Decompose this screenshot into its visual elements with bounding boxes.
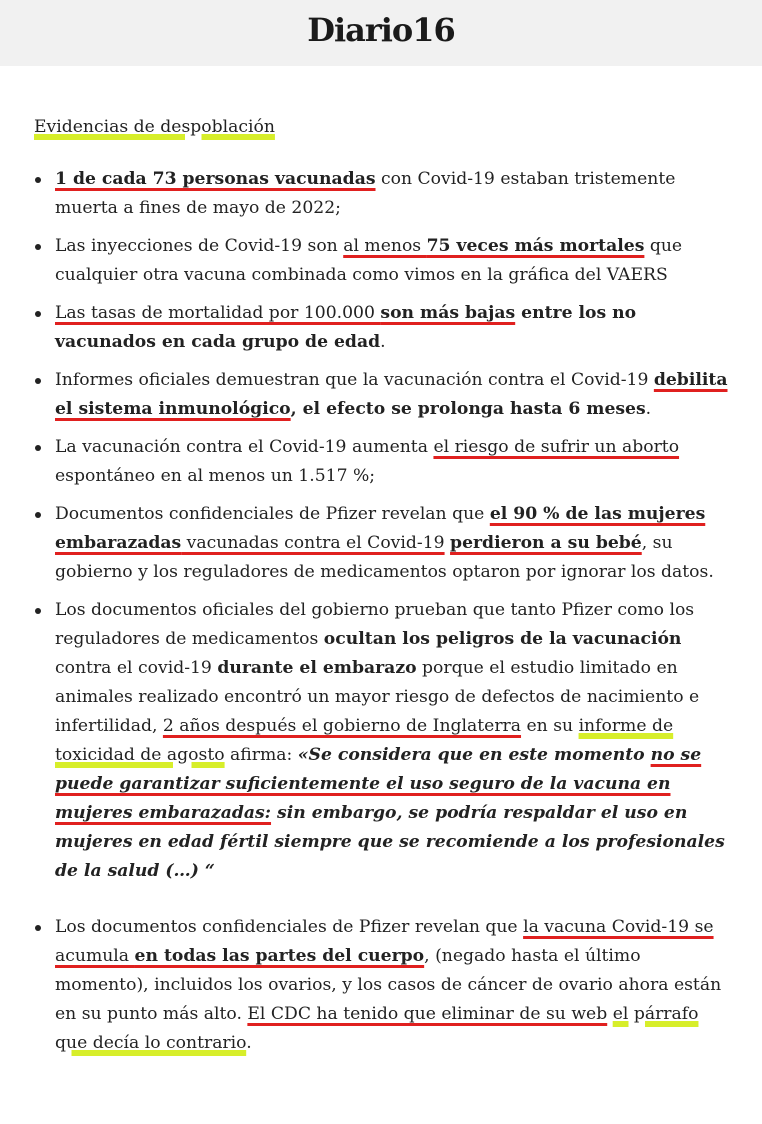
item-text: durante el embarazo xyxy=(217,658,417,678)
item-text: Los documentos oficiales del gobierno prueban que tanto Pfizer como los reguladores de medicamentos xyxy=(55,600,695,649)
list-item xyxy=(34,232,734,290)
underlined-text: son más bajas xyxy=(380,303,516,323)
list-item xyxy=(34,165,734,223)
underlined-text: El CDC ha tenido que eliminar de su web xyxy=(247,1004,608,1024)
item-text: , (negado hasta el último momento), incluidos los ovarios, y los casos de cáncer de ovario ahora están en su punto más alto. xyxy=(55,946,722,1024)
underlined-text: al menos xyxy=(343,236,427,256)
list-item xyxy=(34,913,734,1058)
underlined-text: el riesgo de sufrir un aborto xyxy=(433,437,680,457)
underlined-text: debilita el sistema inmunológico xyxy=(55,370,728,419)
underlined-text: el 90 % de las mujeres embarazadas xyxy=(55,504,706,553)
highlighted-link[interactable]: el párrafo que decía lo contrario xyxy=(55,1004,699,1053)
item-text: porque el estudio limitado en animales realizado encontró un mayor riesgo de defectos de nacimiento e infertilidad, xyxy=(55,658,700,736)
section-title-text: Evidencias de despoblación xyxy=(34,117,275,137)
highlighted-link[interactable]: informe de toxicidad de agosto xyxy=(55,716,674,765)
item-text: espontáneo en al menos un 1.517 %; xyxy=(55,466,376,486)
article-body xyxy=(34,113,734,1067)
list-item xyxy=(34,500,734,587)
item-text: «Se considera que en este momento xyxy=(297,745,651,765)
underlined-text: 2 años después el gobierno de Inglaterra xyxy=(162,716,522,736)
item-text: contra el covid-19 xyxy=(55,658,218,678)
list-item xyxy=(34,366,734,424)
underlined-text: 75 veces más mortales xyxy=(426,236,645,256)
item-text: Las inyecciones de Covid-19 son xyxy=(55,236,344,256)
underlined-text: en todas las partes del cuerpo xyxy=(134,946,425,966)
item-text: Los documentos confidenciales de Pfizer revelan que xyxy=(55,917,524,937)
item-text: La vacunación contra el Covid-19 aumenta xyxy=(55,437,434,457)
item-text: , el efecto se prolonga hasta 6 meses xyxy=(290,399,646,419)
site-header xyxy=(0,0,762,66)
item-text: Informes oficiales demuestran que la vacunación contra el Covid-19 xyxy=(55,370,654,390)
section-title xyxy=(34,113,734,142)
evidence-list xyxy=(34,165,734,1058)
underlined-text: Las tasas de mortalidad por 100.000 xyxy=(55,303,381,323)
list-item xyxy=(34,596,734,886)
list-item xyxy=(34,299,734,357)
underlined-text: la vacuna Covid-19 se acumula xyxy=(55,917,714,966)
item-text: ocultan los peligros de la vacunación xyxy=(323,629,682,649)
item-text: . xyxy=(246,1033,252,1053)
underlined-text: vacunadas contra el Covid-19 xyxy=(181,533,445,553)
underlined-text: perdieron a su bebé xyxy=(450,533,642,553)
item-text: con Covid-19 estaban tristemente muerta a fines de mayo de 2022; xyxy=(55,169,676,218)
item-text: que cualquier otra vacuna combinada como vimos en la gráfica del VAERS xyxy=(55,236,683,285)
item-text: . xyxy=(645,399,652,419)
underlined-text: no se puede garantizar suficientemente el uso seguro de la vacuna en mujeres embarazadas: xyxy=(55,745,702,823)
site-logo[interactable]: Diario16 xyxy=(307,11,455,49)
item-text: en su xyxy=(521,716,579,736)
underlined-text: 1 de cada 73 personas vacunadas xyxy=(55,169,376,189)
item-text: sin embargo, se podría respaldar el uso en mujeres en edad fértil siempre que se recomiende a los profesionales de la salud (…) “ xyxy=(55,803,725,881)
item-text: . xyxy=(380,332,386,352)
list-item xyxy=(34,433,734,491)
item-text: afirma: xyxy=(224,745,298,765)
item-text: , su gobierno y los reguladores de medicamentos optaron por ignorar los datos. xyxy=(55,533,714,582)
item-text: entre los no vacunados en cada grupo de edad xyxy=(55,303,637,352)
item-text: Documentos confidenciales de Pfizer revelan que xyxy=(55,504,490,524)
